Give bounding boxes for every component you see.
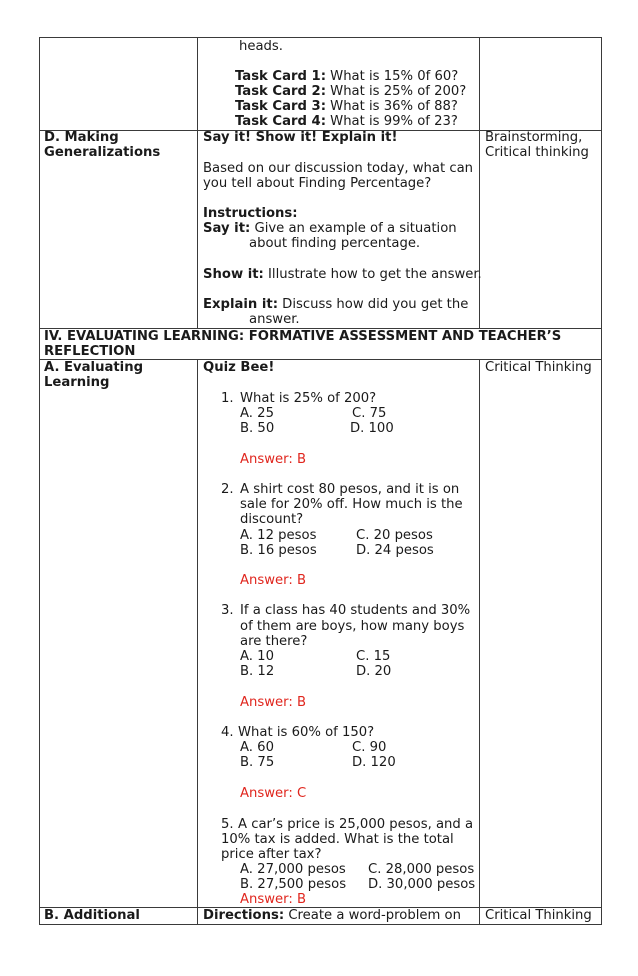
choice: D. 30,000 pesos	[368, 877, 476, 892]
prompt-text: you tell about Finding Percentage?	[203, 176, 432, 191]
task-card: Task Card 2: What is 25% of 200?	[235, 84, 467, 99]
choice: B. 16 pesos	[240, 543, 317, 558]
choice: A. 27,000 pesos	[240, 862, 346, 877]
choice: A. 12 pesos	[240, 528, 317, 543]
row-heading: A. Evaluating	[44, 360, 144, 375]
question-text: A car’s price is 25,000 pesos, and a	[238, 817, 474, 832]
question-text: price after tax?	[221, 847, 322, 862]
instructions-label: Instructions:	[203, 206, 298, 221]
answer-key: Answer: C	[240, 786, 307, 801]
question-number: 2.	[221, 482, 234, 497]
col-divider	[479, 359, 480, 925]
question-text: A shirt cost 80 pesos, and it is on	[240, 482, 460, 497]
skills-text: Critical thinking	[485, 145, 589, 160]
row-heading: D. Making	[44, 130, 119, 145]
choice: A. 60	[240, 740, 274, 755]
section-title: IV. EVALUATING LEARNING: FORMATIVE ASSESSMENT AND TEACHER’S	[44, 329, 562, 344]
question-text: are there?	[240, 634, 308, 649]
question-text: If a class has 40 students and 30%	[240, 603, 471, 618]
question-number: 4.	[221, 725, 234, 740]
section-title: REFLECTION	[44, 344, 136, 359]
question-text: of them are boys, how many boys	[240, 619, 465, 634]
choice: C. 20 pesos	[356, 528, 433, 543]
choice: B. 75	[240, 755, 275, 770]
table-border-right	[601, 37, 602, 925]
say-it-line: about finding percentage.	[249, 236, 421, 251]
row-heading: Generalizations	[44, 145, 161, 160]
col-divider	[197, 359, 198, 925]
skills-text: Critical Thinking	[485, 908, 592, 923]
row-heading: B. Additional	[44, 908, 140, 923]
question-number: 1.	[221, 391, 234, 406]
question-number: 5.	[221, 817, 234, 832]
task-card: Task Card 4: What is 99% of 23?	[235, 114, 458, 129]
choice: D. 120	[352, 755, 396, 770]
question-text: What is 25% of 200?	[240, 391, 377, 406]
choice: D. 20	[356, 664, 392, 679]
answer-key: Answer: B	[240, 892, 307, 907]
show-it-line: Show it: Illustrate how to get the answer.	[203, 267, 482, 282]
prompt-text: Based on our discussion today, what can	[203, 161, 474, 176]
quiz-title: Quiz Bee!	[203, 360, 275, 375]
col-divider	[197, 37, 198, 329]
col-divider	[479, 37, 480, 329]
choice: A. 25	[240, 406, 274, 421]
skills-text: Critical Thinking	[485, 360, 592, 375]
choice: C. 75	[352, 406, 387, 421]
table-border-top	[39, 37, 602, 38]
directions-text: Directions: Create a word-problem on	[203, 908, 461, 923]
choice: C. 15	[356, 649, 391, 664]
choice: D. 24 pesos	[356, 543, 434, 558]
choice: C. 28,000 pesos	[368, 862, 475, 877]
choice: A. 10	[240, 649, 274, 664]
choice: B. 27,500 pesos	[240, 877, 347, 892]
lesson-plan-table	[39, 37, 602, 925]
skills-text: Brainstorming,	[485, 130, 583, 145]
choice: B. 12	[240, 664, 275, 679]
answer-key: Answer: B	[240, 452, 307, 467]
choice: D. 100	[350, 421, 394, 436]
question-text: What is 60% of 150?	[238, 725, 375, 740]
question-text: sale for 20% off. How much is the	[240, 497, 463, 512]
table-border-bottom	[39, 924, 602, 925]
question-text: discount?	[240, 512, 304, 527]
table-border-left	[39, 37, 40, 925]
activity-title: Say it! Show it! Explain it!	[203, 130, 398, 145]
explain-it-line: answer.	[249, 312, 300, 327]
question-number: 3.	[221, 603, 234, 618]
task-card: Task Card 1: What is 15% 0f 60?	[235, 69, 459, 84]
say-it-line: Say it: Give an example of a situation	[203, 221, 457, 236]
task-card: Task Card 3: What is 36% of 88?	[235, 99, 458, 114]
answer-key: Answer: B	[240, 573, 307, 588]
question-text: 10% tax is added. What is the total	[221, 832, 454, 847]
row-heading: Learning	[44, 375, 110, 390]
choice: B. 50	[240, 421, 275, 436]
answer-key: Answer: B	[240, 695, 307, 710]
continuation-text: heads.	[239, 39, 283, 54]
choice: C. 90	[352, 740, 387, 755]
explain-it-line: Explain it: Discuss how did you get the	[203, 297, 469, 312]
